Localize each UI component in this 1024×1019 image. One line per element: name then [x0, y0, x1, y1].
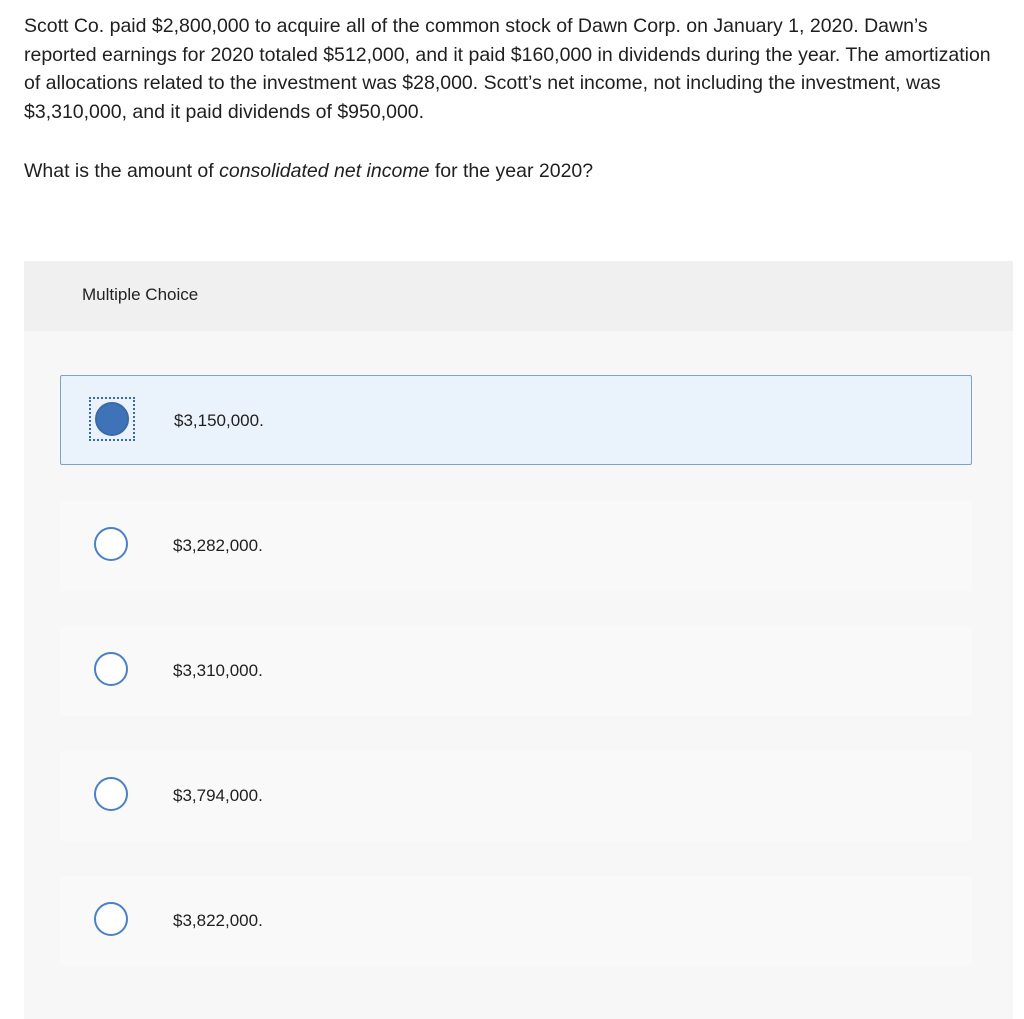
question-text: Scott Co. paid $2,800,000 to acquire all of the common stock of Dawn Corp. on January 1, 2020. Dawn’s reported earnings for 2020 totaled $512,000, and it paid $160,000 in dividends during the year. The amortization of allocations related to the investment was $28,000. Scott’s net income, not including the investment, was $3,310,000, and it paid dividends of $950,000. [24, 15, 991, 123]
answer-option-3[interactable] [60, 626, 972, 716]
prompt-text-after: for the year 2020? [429, 160, 594, 182]
answer-option-label: $3,794,000. [173, 786, 263, 805]
answer-option-label: $3,150,000. [174, 411, 264, 430]
multiple-choice-title: Multiple Choice [82, 285, 199, 304]
prompt-emphasis: consolidated net income [219, 160, 430, 182]
radio-button[interactable] [94, 777, 128, 811]
answer-option-label: $3,282,000. [173, 536, 263, 555]
question-prompt [24, 157, 1004, 186]
radio-button[interactable] [94, 527, 128, 561]
answer-option-1[interactable] [60, 375, 972, 465]
answer-option-label: $3,310,000. [173, 661, 263, 680]
prompt-text-before: What is the amount of [24, 160, 220, 182]
multiple-choice-panel [24, 261, 1013, 1019]
radio-button[interactable] [94, 652, 128, 686]
multiple-choice-header [24, 261, 1013, 331]
answer-option-4[interactable] [60, 751, 972, 841]
answer-option-5[interactable] [60, 876, 972, 966]
answer-option-label: $3,822,000. [173, 911, 263, 930]
radio-button[interactable] [94, 902, 128, 936]
radio-button-selected[interactable] [95, 402, 129, 436]
question-block [24, 12, 1004, 186]
answer-option-2[interactable] [60, 501, 972, 591]
